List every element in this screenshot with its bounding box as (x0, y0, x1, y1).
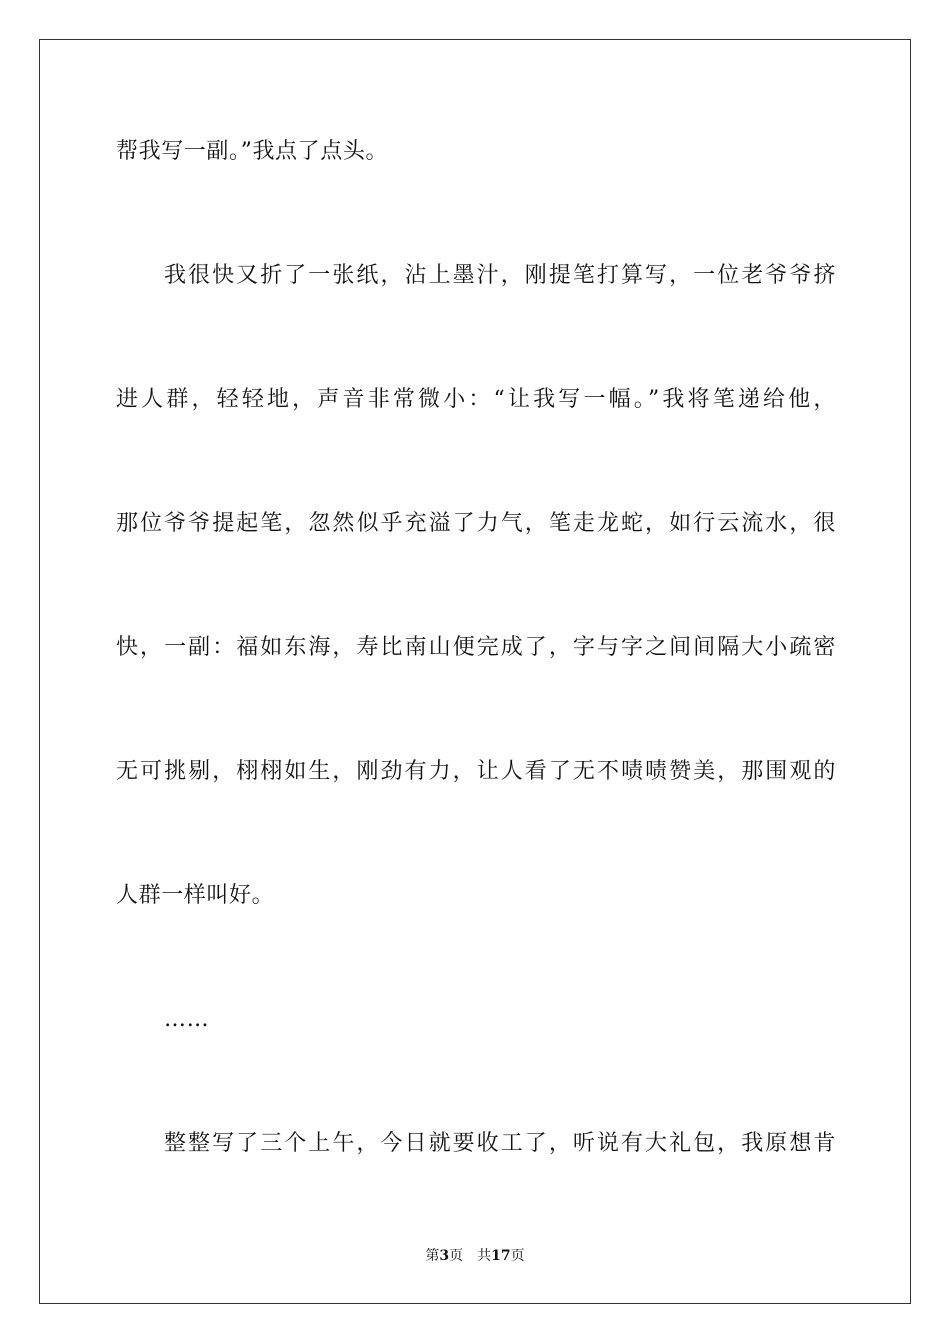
text-line-5: 快，一副：福如东海，寿比南山便完成了，字与字之间间隔大小疏密 (116, 635, 836, 660)
text-line-6: 无可挑剔，栩栩如生，刚劲有力，让人看了无不啧啧赞美，那围观的 (116, 759, 836, 784)
ellipsis-line: …… (164, 1007, 210, 1032)
page-footer (0, 1246, 950, 1266)
text-line-9: 整整写了三个上午，今日就要收工了，听说有大礼包，我原想肯 (164, 1131, 836, 1156)
footer-total-prefix: 共 (477, 1248, 492, 1264)
footer-page-prefix: 第 (425, 1248, 440, 1264)
text-line-7: 人群一样叫好。 (116, 883, 275, 908)
text-line-4: 那位爷爷提起笔，忽然似乎充溢了力气，笔走龙蛇，如行云流水，很 (116, 511, 836, 536)
page-border (39, 39, 911, 1304)
text-line-2: 我很快又折了一张纸，沾上墨汁，刚提笔打算写，一位老爷爷挤 (164, 263, 836, 288)
footer-page-suffix: 页 (449, 1248, 464, 1264)
text-line-3: 进人群，轻轻地，声音非常微小：“让我写一幅。”我将笔递给他， (116, 387, 836, 412)
text-line-1: 帮我写一副。”我点了点头。 (116, 139, 389, 164)
footer-total-number: 17 (491, 1248, 511, 1264)
footer-page-number: 3 (439, 1248, 450, 1264)
footer-total-suffix: 页 (510, 1248, 525, 1264)
